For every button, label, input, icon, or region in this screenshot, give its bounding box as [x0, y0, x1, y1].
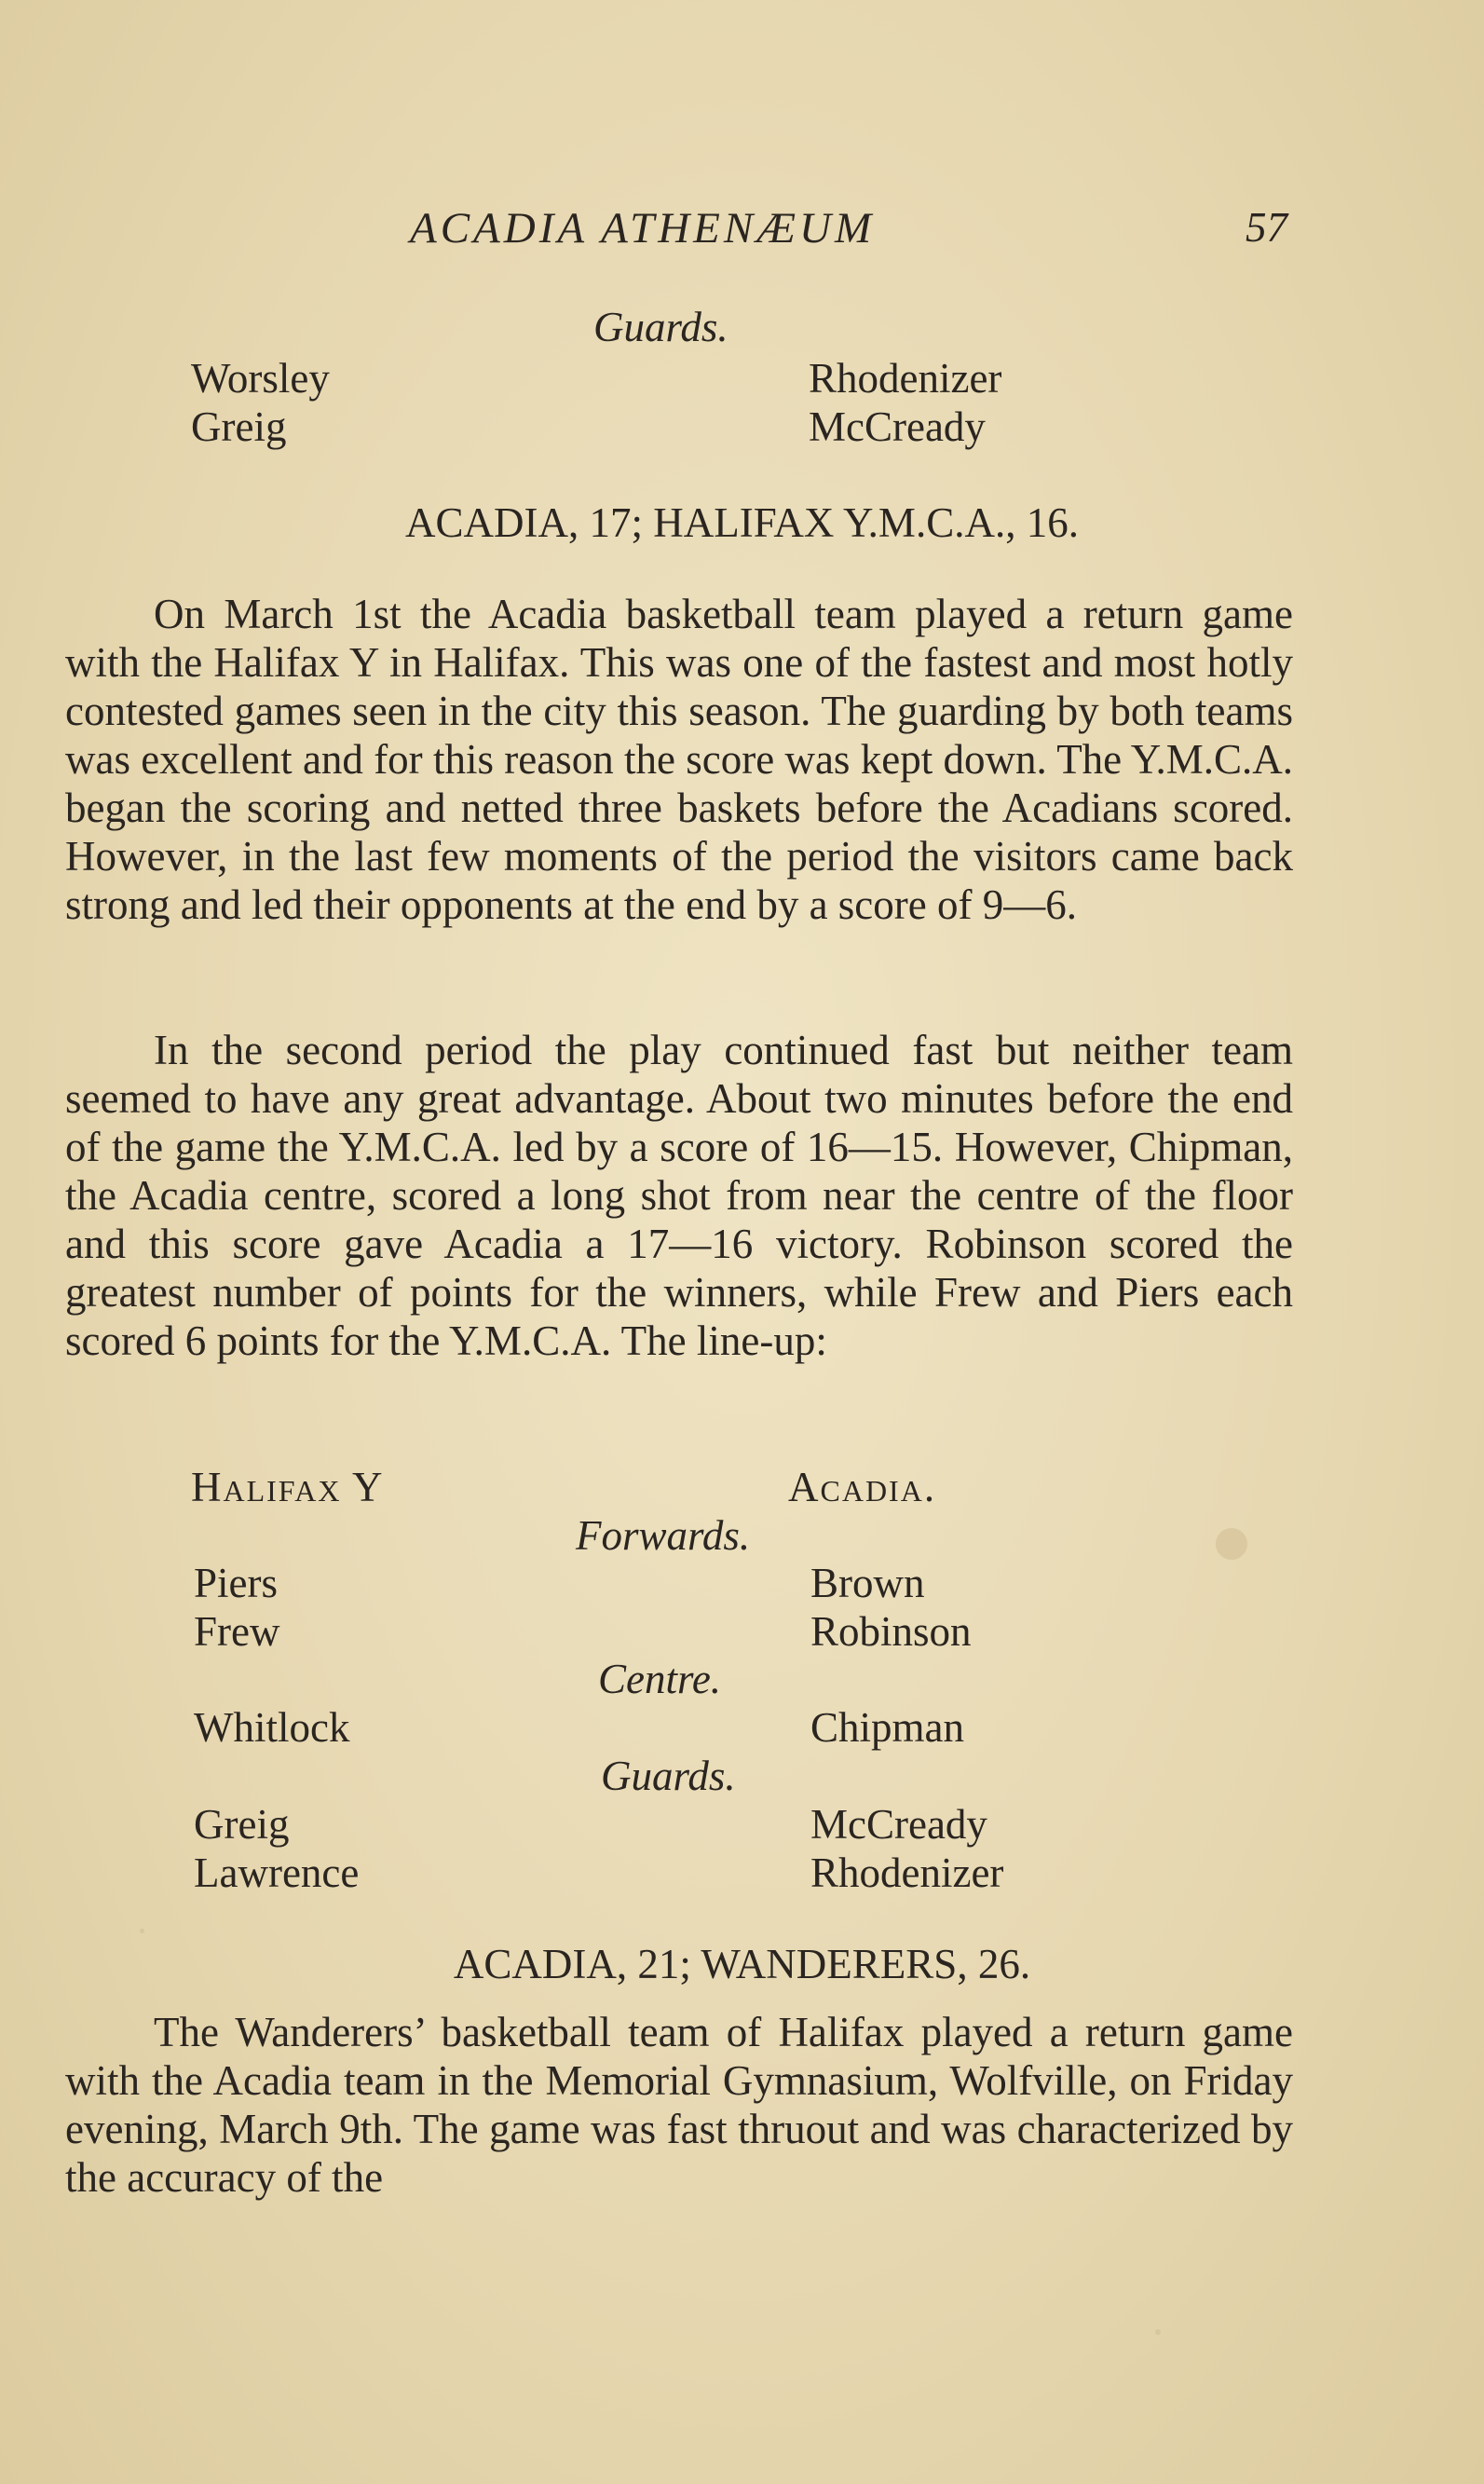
paper-speck — [1216, 1528, 1247, 1560]
lineup-right-name: McCready — [809, 403, 986, 450]
article-paragraph: The Wanderers’ basketball team of Halifax played a return game with the Acadia team in the Memorial Gymnasium, Wolfville, on Friday evening, March 9th. The game was fast thruout and was characterized by the accuracy of the — [65, 2009, 1293, 2201]
article-paragraph: In the second period the play continued fast but neither team seemed to have any great advantage. About two minutes before the end of the game the Y.M.C.A. led by a score of 16—15. However, Chipman, the Acadia centre, scored a long shot from near the centre of the floor and this score gave Acadia a 17—16 victory. Robinson scored the greatest number of points for the winners, while Frew and Piers each scored 6 points for the Y.M.C.A. The line-up: — [65, 1027, 1293, 1364]
lineup-left-name: Worsley — [191, 355, 330, 402]
lineup-left-name: Piers — [194, 1560, 278, 1606]
lineup-left-name: Greig — [191, 403, 287, 450]
game-heading: ACADIA, 17; HALIFAX Y.M.C.A., 16. — [405, 499, 1079, 546]
lineup-right-name: Rhodenizer — [810, 1849, 1004, 1896]
lineup-team-left: Halifax Y — [191, 1464, 385, 1510]
game-heading: ACADIA, 21; WANDERERS, 26. — [453, 1941, 1031, 1987]
lineup-right-name: McCready — [810, 1801, 987, 1848]
running-title: ACADIA ATHENÆUM — [410, 204, 876, 252]
lineup-left-name: Frew — [194, 1608, 280, 1655]
position-label-guards: Guards. — [593, 304, 728, 350]
lineup-right-name: Brown — [810, 1560, 925, 1606]
article-paragraph: On March 1st the Acadia basketball team played a return game with the Halifax Y in Halifax. This was one of the fastest and most hotly contested games seen in the city this season. The guarding by both teams was excellent and for this reason the score was kept down. The Y.M.C.A. began the scoring and netted three baskets before the Acadians scored. However, in the last few moments of the period the visitors came back strong and led their opponents at the end by a score of 9—6. — [65, 591, 1293, 928]
position-label-centre: Centre. — [598, 1656, 722, 1702]
lineup-left-name: Whitlock — [194, 1704, 350, 1751]
lineup-team-right: Acadia. — [788, 1464, 937, 1510]
lineup-right-name: Chipman — [810, 1704, 964, 1751]
lineup-right-name: Rhodenizer — [809, 355, 1002, 402]
paper-speck — [140, 1929, 144, 1933]
page-header — [0, 203, 1484, 259]
lineup-left-name: Lawrence — [194, 1849, 360, 1896]
paper-speck — [1155, 2329, 1161, 2335]
lineup-right-name: Robinson — [810, 1608, 972, 1655]
lineup-left-name: Greig — [194, 1801, 290, 1848]
page-number: 57 — [1246, 204, 1287, 251]
position-label-forwards: Forwards. — [576, 1512, 751, 1559]
position-label-guards: Guards. — [601, 1753, 736, 1799]
